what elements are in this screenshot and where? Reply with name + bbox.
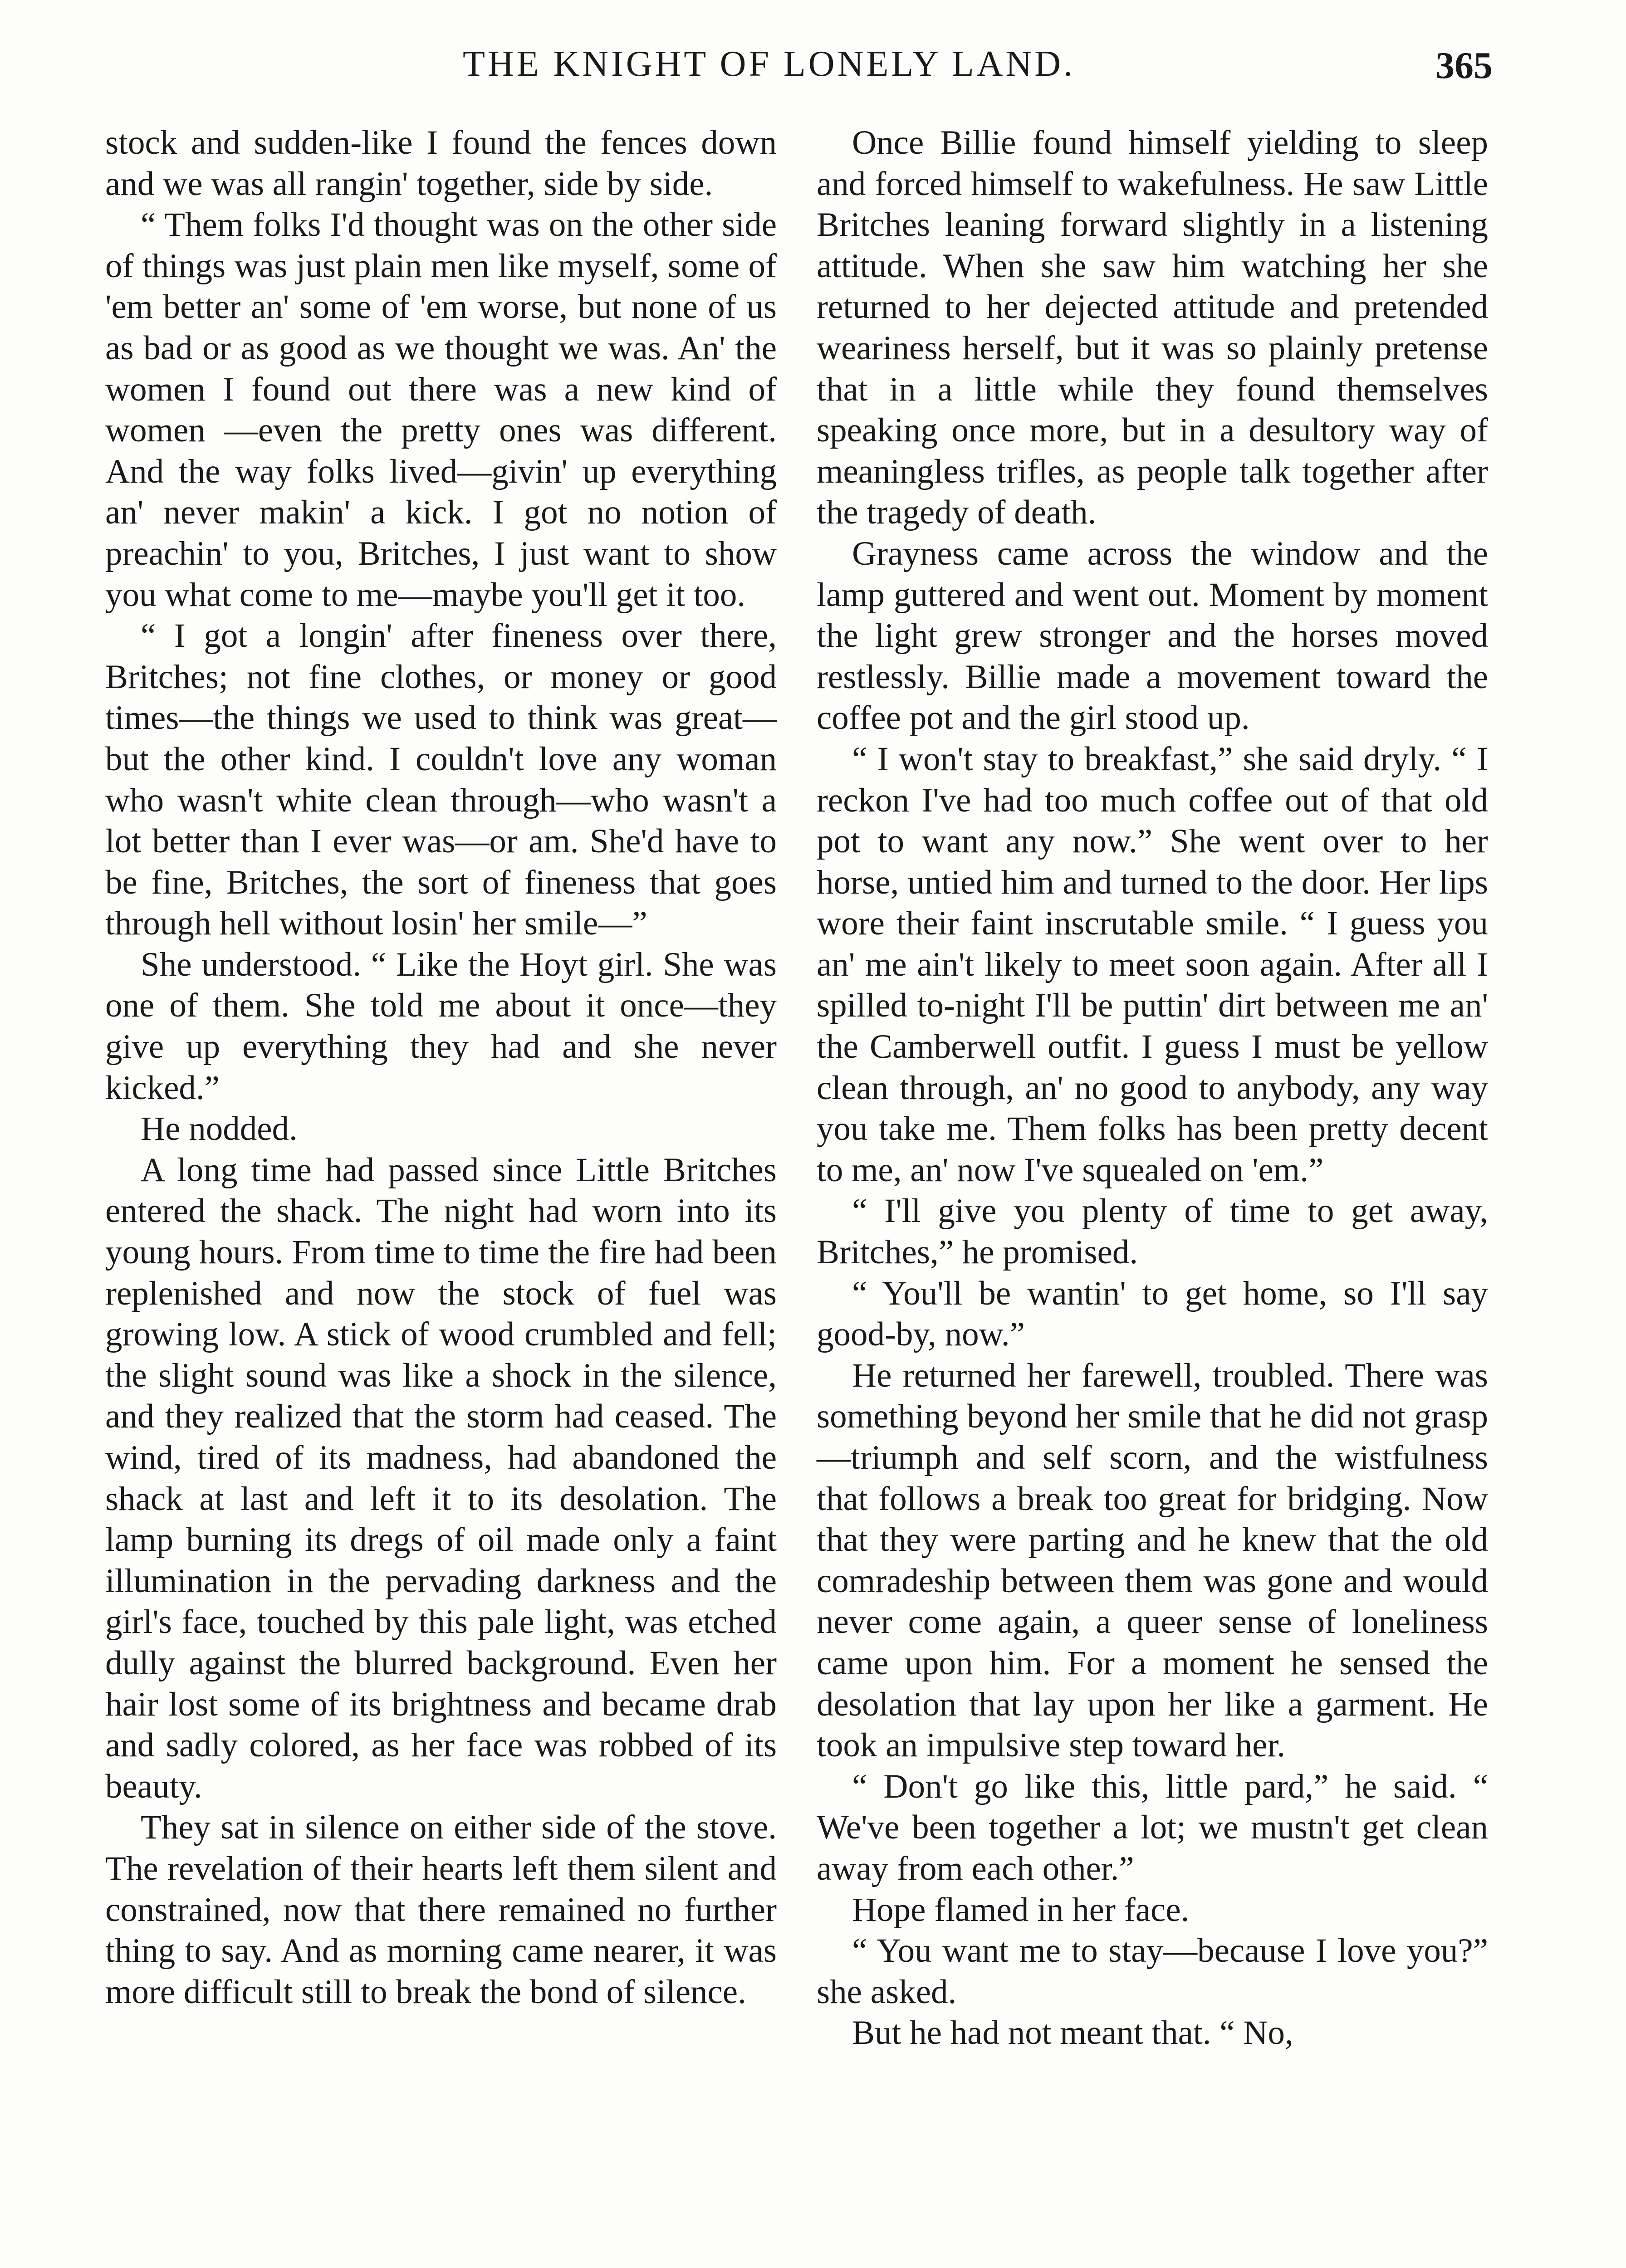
paragraph: Once Billie found himself yielding to sleep and forced himself to wakefulness. He saw Little Britches leaning forward slightly in a listening attitude. When she saw him watching her she returned to her dejected attitude and pretended weariness herself, but it was so plainly pretense that in a little while they found themselves speaking once more, but in a desultory way of meaningless trifles, as people talk together after the tragedy of death. xyxy=(817,124,1488,532)
paragraph: “ You want me to stay—because I love you?” she asked. xyxy=(817,1932,1488,2011)
paragraph: But he had not meant that. “ No, xyxy=(852,2014,1293,2052)
paragraph: He returned her farewell, troubled. There was something beyond her smile that he did not grasp—triumph and self scorn, and the wistfulness that follows a break too great for bridging. Now that they were parting and he knew that the old comradeship between them was gone and would never come again, a queer sense of loneliness came upon him. For a moment he sensed the desolation that lay upon her like a garment. He took an impulsive step toward her. xyxy=(817,1356,1488,1765)
paragraph: She understood. “ Like the Hoyt girl. She was one of them. She told me about it once—they give up everything they had and she never kicked.” xyxy=(105,945,777,1107)
page-header xyxy=(104,44,1493,98)
paragraph: “ I'll give you plenty of time to get away, Britches,” he promised. xyxy=(817,1192,1488,1271)
paragraph: “ Don't go like this, little pard,” he said. “ We've been together a lot; we mustn't get clean away from each other.” xyxy=(817,1767,1488,1887)
paragraph: Hope flamed in her face. xyxy=(852,1891,1190,1929)
paragraph: Grayness came across the window and the lamp guttered and went out. Moment by moment the light grew stronger and the horses moved restlessly. Billie made a movement toward the coffee pot and the girl stood up. xyxy=(817,534,1488,737)
paragraph: “ I won't stay to breakfast,” she said dryly. “ I reckon I've had too much coffee out of that old pot to want any now.” She went over to her horse, untied him and turned to the door. Her lips wore their faint inscrutable smile. “ I guess you an' me ain't likely to meet soon again. After all I spilled to-night I'll be puttin' dirt between me an' the Camberwell outfit. I guess I must be yellow clean through, an' no good to anybody, any way you take me. Them folks has been pretty decent to me, an' now I've squealed on 'em.” xyxy=(817,740,1488,1189)
page-number: 365 xyxy=(1435,44,1493,87)
left-column xyxy=(105,122,777,2013)
paragraph: “ Them folks I'd thought was on the other side of things was just plain men like myself, some of 'em better an' some of 'em worse, but none of us as bad or as good as we thought we was. An' the women I found out there was a new kind of women —even the pretty ones was different. And the way folks lived—givin' up everything an' never makin' a kick. I got no notion of preachin' to you, Britches, I just want to show you what come to me—maybe you'll get it too. xyxy=(105,206,777,614)
paragraph: stock and sudden-like I found the fences down and we was all rangin' together, side by side. xyxy=(105,124,777,203)
paragraph: “ You'll be wantin' to get home, so I'll say good-by, now.” xyxy=(817,1274,1488,1354)
paragraph: “ I got a longin' after fineness over there, Britches; not fine clothes, or money or good times—the things we used to think was great—but the other kind. I couldn't love any woman who wasn't white clean through—who wasn't a lot better than I ever was—or am. She'd have to be fine, Britches, the sort of fineness that goes through hell without losin' her smile—” xyxy=(105,617,777,943)
paragraph: They sat in silence on either side of the stove. The revelation of their hearts left them silent and constrained, now that there remained no further thing to say. And as morning came nearer, it was more difficult still to break the bond of silence. xyxy=(105,1809,777,2011)
paragraph: A long time had passed since Little Britches entered the shack. The night had worn into its young hours. From time to time the fire had been replenished and now the stock of fuel was growing low. A stick of wood crumbled and fell; the slight sound was like a shock in the silence, and they realized that the storm had ceased. The wind, tired of its madness, had abandoned the shack at last and left it to its desolation. The lamp burning its dregs of oil made only a faint illumination in the pervading darkness and the girl's face, touched by this pale light, was etched dully against the blurred background. Even her hair lost some of its brightness and became drab and sadly colored, as her face was robbed of its beauty. xyxy=(105,1151,777,1805)
running-head: THE KNIGHT OF LONELY LAND. xyxy=(463,44,1076,84)
right-column xyxy=(817,122,1488,2054)
paragraph: He nodded. xyxy=(141,1110,298,1148)
